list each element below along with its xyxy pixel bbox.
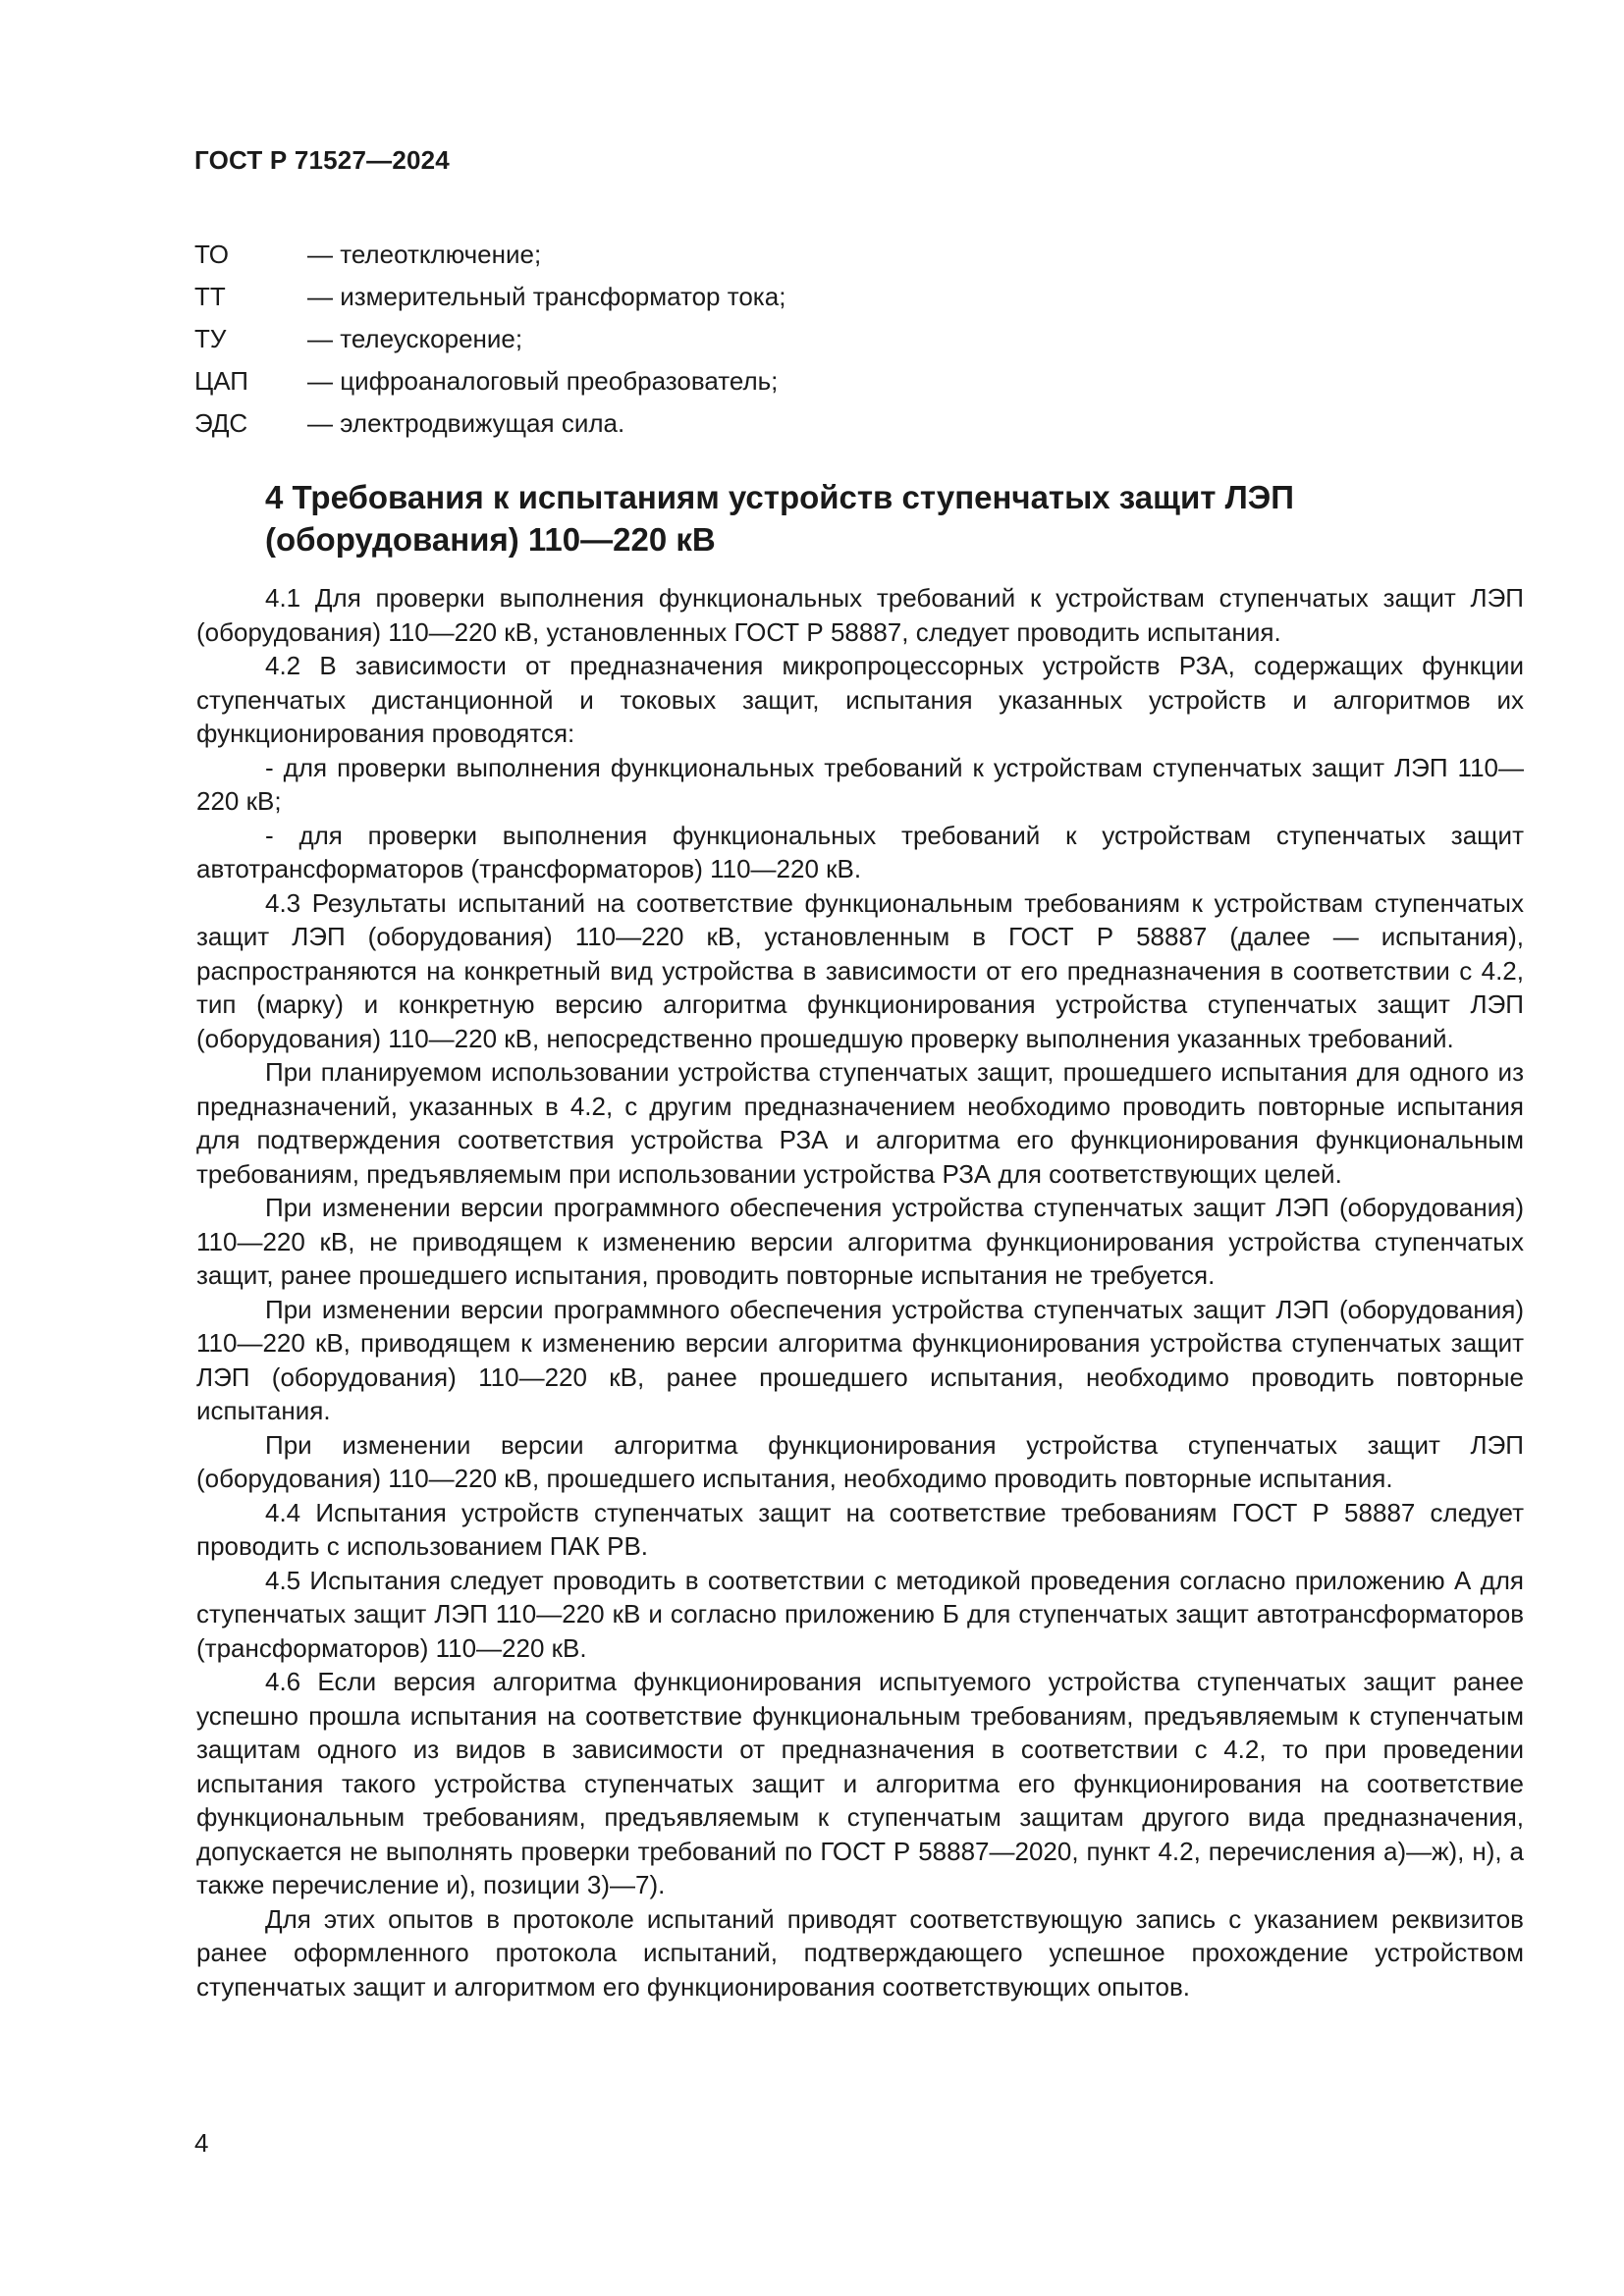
paragraph: При изменении версии программного обеспечения устройства ступенчатых защит ЛЭП (оборудования) 110—220 кВ, приводящем к изменению версии алгоритма функционирования устройства ступенчатых защит ЛЭП (оборудования) 110—220 кВ, ранее прошедшего испытания, необходимо проводить повторные испытания. [196, 1294, 1524, 1425]
list-item: - для проверки выполнения функциональных требований к устройствам ступенчатых защит автотрансформаторов (трансформаторов) 110—220 кВ. [196, 820, 1524, 883]
paragraph-4-5: 4.5 Испытания следует проводить в соответствии с методикой проведения согласно приложению А для ступенчатых защит ЛЭП 110—220 кВ и согласно приложению Б для ступенчатых защит автотрансформаторов (трансформаторов) 110—220 кВ. [196, 1565, 1524, 1663]
abbreviation-term: ЦАП [194, 366, 248, 396]
paragraph: При изменении версии алгоритма функционирования устройства ступенчатых защит ЛЭП (оборудования) 110—220 кВ, прошедшего испытания, необходимо проводить повторные испытания. [196, 1429, 1524, 1493]
abbreviation-definition: — телеотключение; [307, 240, 542, 269]
abbreviation-item [194, 360, 1520, 402]
paragraph-4-4: 4.4 Испытания устройств ступенчатых защит на соответствие требованиям ГОСТ Р 58887 следует проводить с использованием ПАК РВ. [196, 1497, 1524, 1561]
abbreviation-term: ТУ [194, 324, 227, 353]
abbreviation-definition: — измерительный трансформатор тока; [307, 282, 786, 311]
paragraph-4-1: 4.1 Для проверки выполнения функциональных требований к устройствам ступенчатых защит ЛЭП (оборудования) 110—220 кВ, установленных ГОСТ Р 58887, следует проводить испытания. [196, 583, 1524, 647]
paragraph: При изменении версии программного обеспечения устройства ступенчатых защит ЛЭП (оборудования) 110—220 кВ, не приводящем к изменению версии алгоритма функционирования устройства ступенчатых защит, ранее прошедшего испытания, проводить повторные испытания не требуется. [196, 1193, 1524, 1290]
abbreviation-term: ЭДС [194, 408, 248, 438]
abbreviations-list [194, 234, 1520, 445]
abbreviation-term: ТТ [194, 282, 226, 311]
abbreviation-item [194, 234, 1520, 276]
paragraph-4-3: 4.3 Результаты испытаний на соответствие функциональным требованиям к устройствам ступенчатых защит ЛЭП (оборудования) 110—220 кВ, установленным в ГОСТ Р 58887 (далее — испытания), распространяются на конкретный вид устройства в зависимости от его предназначения в соответствии с 4.2, тип (марку) и конкретную версию алгоритма функционирования устройства ступенчатых защит ЛЭП (оборудования) 110—220 кВ, непосредственно прошедшую проверку выполнения указанных требований. [196, 887, 1524, 1053]
section-body [196, 581, 1524, 2003]
list-item: - для проверки выполнения функциональных требований к устройствам ступенчатых защит ЛЭП 110—220 кВ; [196, 752, 1524, 816]
abbreviation-term: ТО [194, 240, 229, 269]
section-heading: 4 Требования к испытаниям устройств ступенчатых защит ЛЭП (оборудования) 110—220 кВ [265, 479, 1294, 558]
abbreviation-item [194, 402, 1520, 445]
document-code-header: ГОСТ Р 71527—2024 [194, 145, 450, 175]
abbreviation-definition: — цифроаналоговый преобразователь; [307, 366, 779, 396]
abbreviation-definition: — телеускорение; [307, 324, 523, 353]
paragraph: Для этих опытов в протоколе испытаний приводят соответствующую запись с указанием реквизитов ранее оформленного протокола испытаний, подтверждающего успешное прохождение устройством ступенчатых защит и алгоритмом его функционирования соответствующих опытов. [196, 1903, 1524, 2002]
page-number: 4 [194, 2128, 209, 2158]
abbreviation-item [194, 318, 1520, 360]
abbreviation-item [194, 276, 1520, 318]
paragraph-4-6: 4.6 Если версия алгоритма функционирования испытуемого устройства ступенчатых защит ранее успешно прошла испытания на соответствие функциональным требованиям, предъявляемым к ступенчатым защитам одного из видов в зависимости от предназначения в соответствии с 4.2, то при проведении испытания такого устройства ступенчатых защит и алгоритма его функционирования на соответствие функциональным требованиям, предъявляемым к ступенчатым защитам другого вида предназначения, допускается не выполнять проверки требований по ГОСТ Р 58887—2020, пункт 4.2, перечисления а)—ж), н), а также перечисление и), позиции 3)—7). [196, 1667, 1524, 1899]
abbreviation-definition: — электродвижущая сила. [307, 408, 625, 438]
paragraph-4-2: 4.2 В зависимости от предназначения микропроцессорных устройств РЗА, содержащих функции ступенчатых дистанционной и токовых защит, испытания указанных устройств и алгоритмов их функционирования проводятся: [196, 651, 1524, 748]
paragraph: При планируемом использовании устройства ступенчатых защит, прошедшего испытания для одного из предназначений, указанных в 4.2, с другим предназначением необходимо проводить повторные испытания для подтверждения соответствия устройства РЗА и алгоритма его функционирования функциональным требованиям, предъявляемым при использовании устройства РЗА для соответствующих целей. [196, 1057, 1524, 1189]
